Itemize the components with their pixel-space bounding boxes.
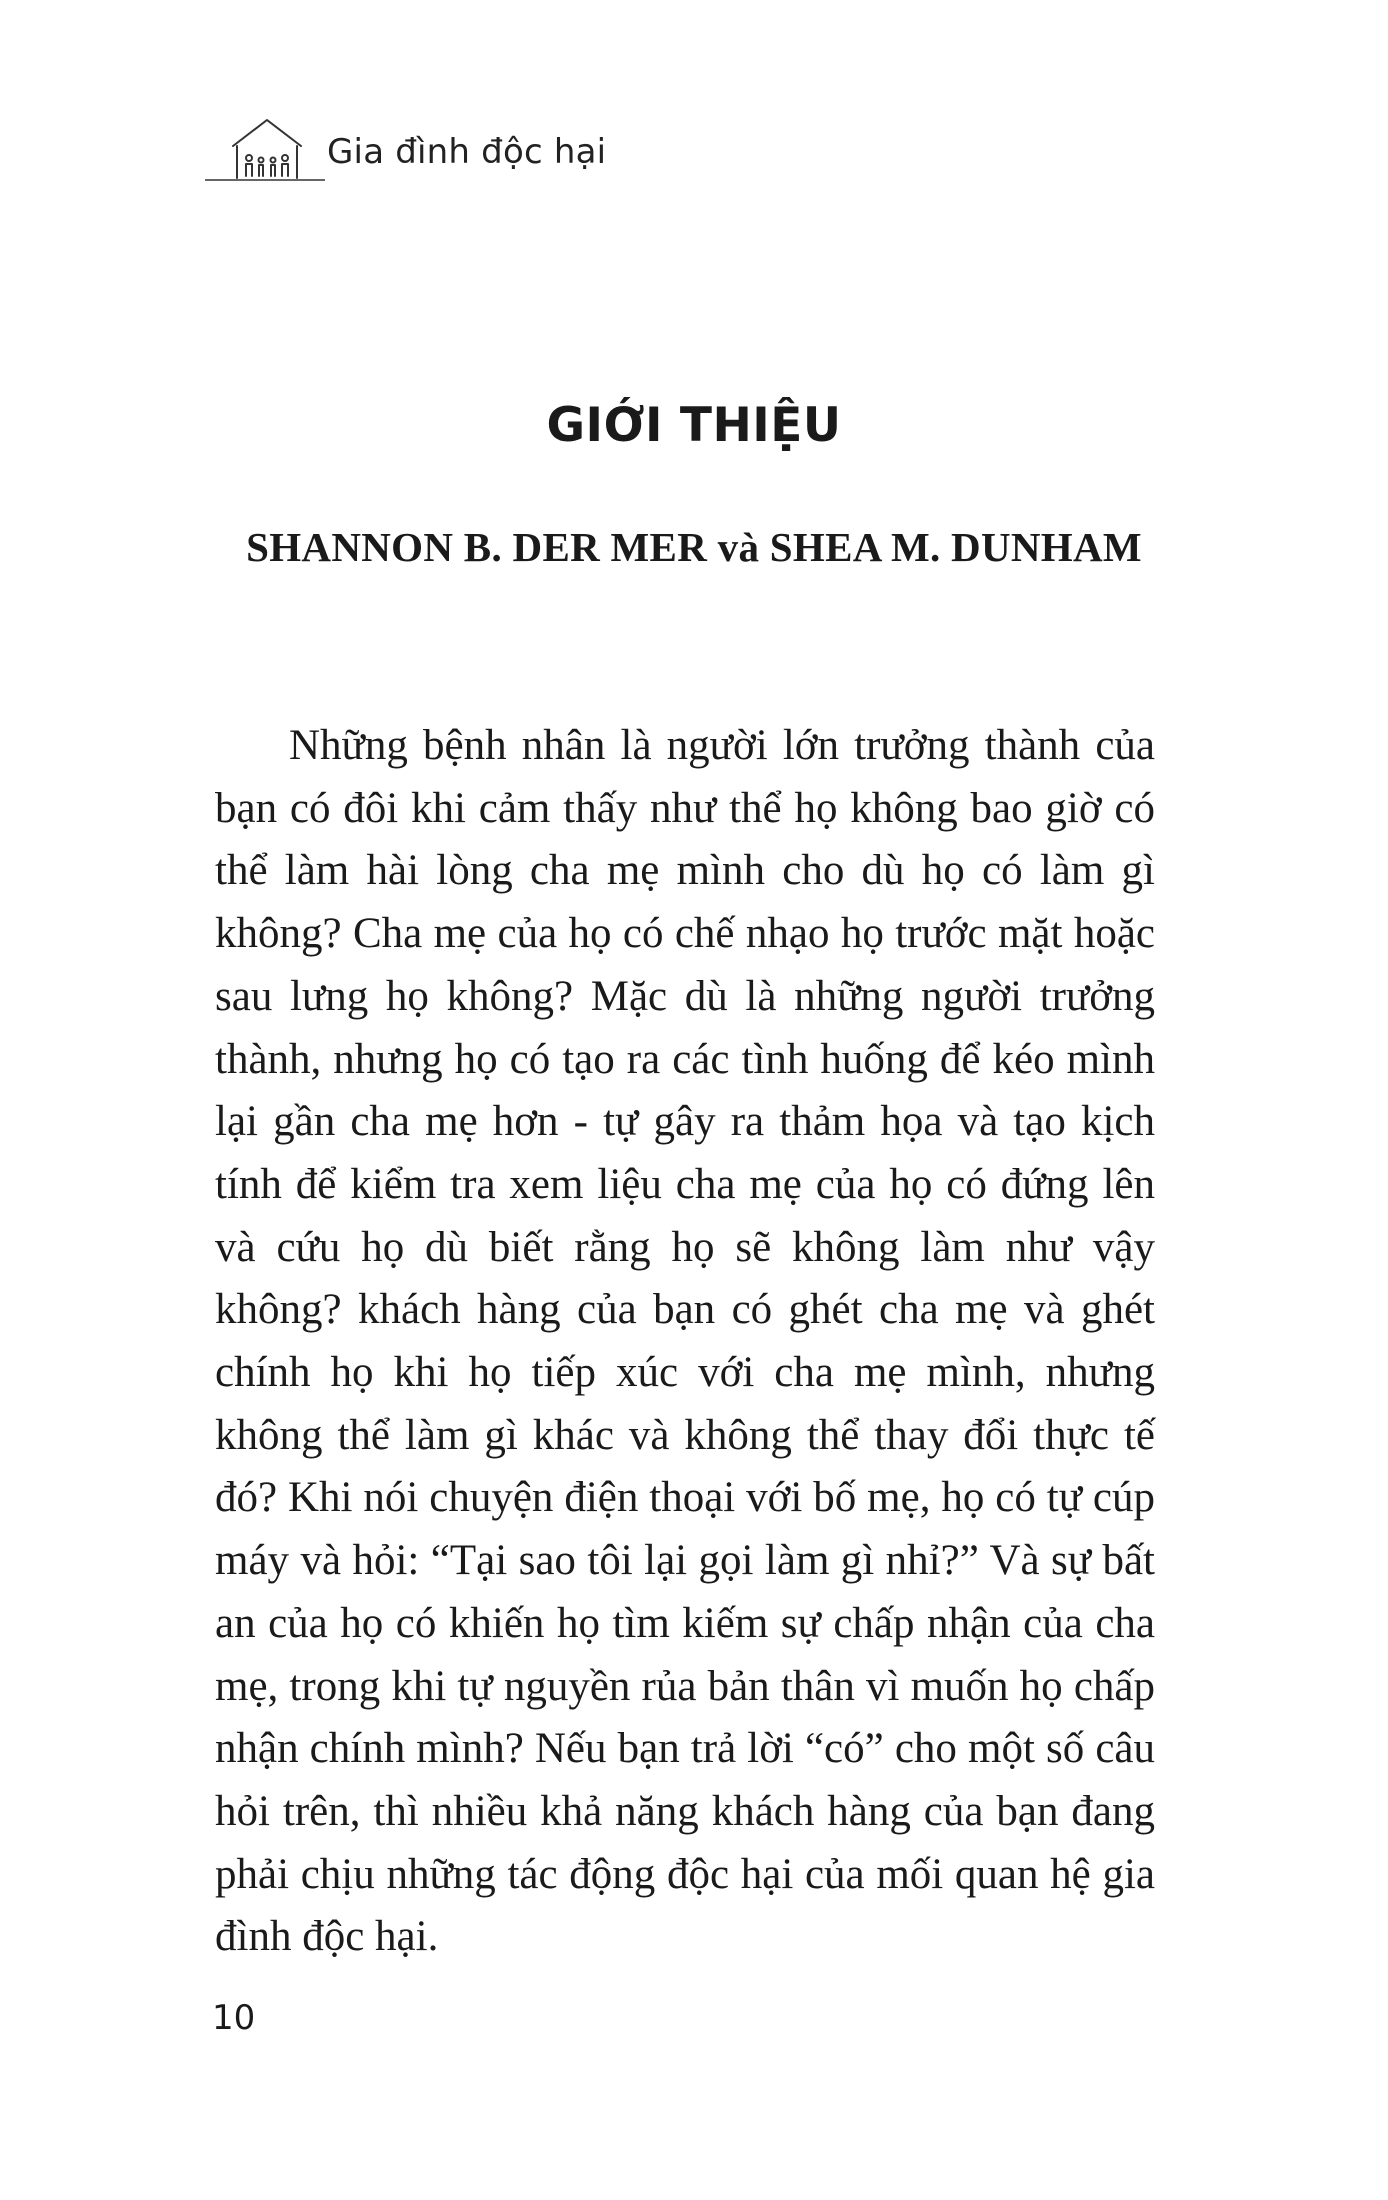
family-house-icon <box>205 112 325 184</box>
page-number: 10 <box>212 1998 256 2038</box>
running-header-title: Gia đình độc hại <box>327 132 607 172</box>
chapter-title: GIỚI THIỆU <box>546 398 842 453</box>
running-header <box>205 112 605 192</box>
body-paragraph: Những bệnh nhân là người lớn trưởng thành của bạn có đôi khi cảm thấy như thể họ không bao giờ có thể làm hài lòng cha mẹ mình cho dù họ có làm gì không? Cha mẹ của họ có chế nhạo họ trước mặt hoặc sau lưng họ không? Mặc dù là những người trưởng thành, nhưng họ có tạo ra các tình huống để kéo mình lại gần cha mẹ hơn - tự gây ra thảm họa và tạo kịch tính để kiểm tra xem liệu cha mẹ của họ có đứng lên và cứu họ dù biết rằng họ sẽ không làm như vậy không? khách hàng của bạn có ghét cha mẹ và ghét chính họ khi họ tiếp xúc với cha mẹ mình, nhưng không thể làm gì khác và không thể thay đổi thực tế đó? Khi nói chuyện điện thoại với bố mẹ, họ có tự cúp máy và hỏi: “Tại sao tôi lại gọi làm gì nhỉ?” Và sự bất an của họ có khiến họ tìm kiếm sự chấp nhận của cha mẹ, trong khi tự nguyền rủa bản thân vì muốn họ chấp nhận chính mình? Nếu bạn trả lời “có” cho một số câu hỏi trên, thì nhiều khả năng khách hàng của bạn đang phải chịu những tác động độc hại của mối quan hệ gia đình độc hại. <box>215 722 1155 1961</box>
chapter-authors: SHANNON B. DER MER và SHEA M. DUNHAM <box>246 524 1142 570</box>
